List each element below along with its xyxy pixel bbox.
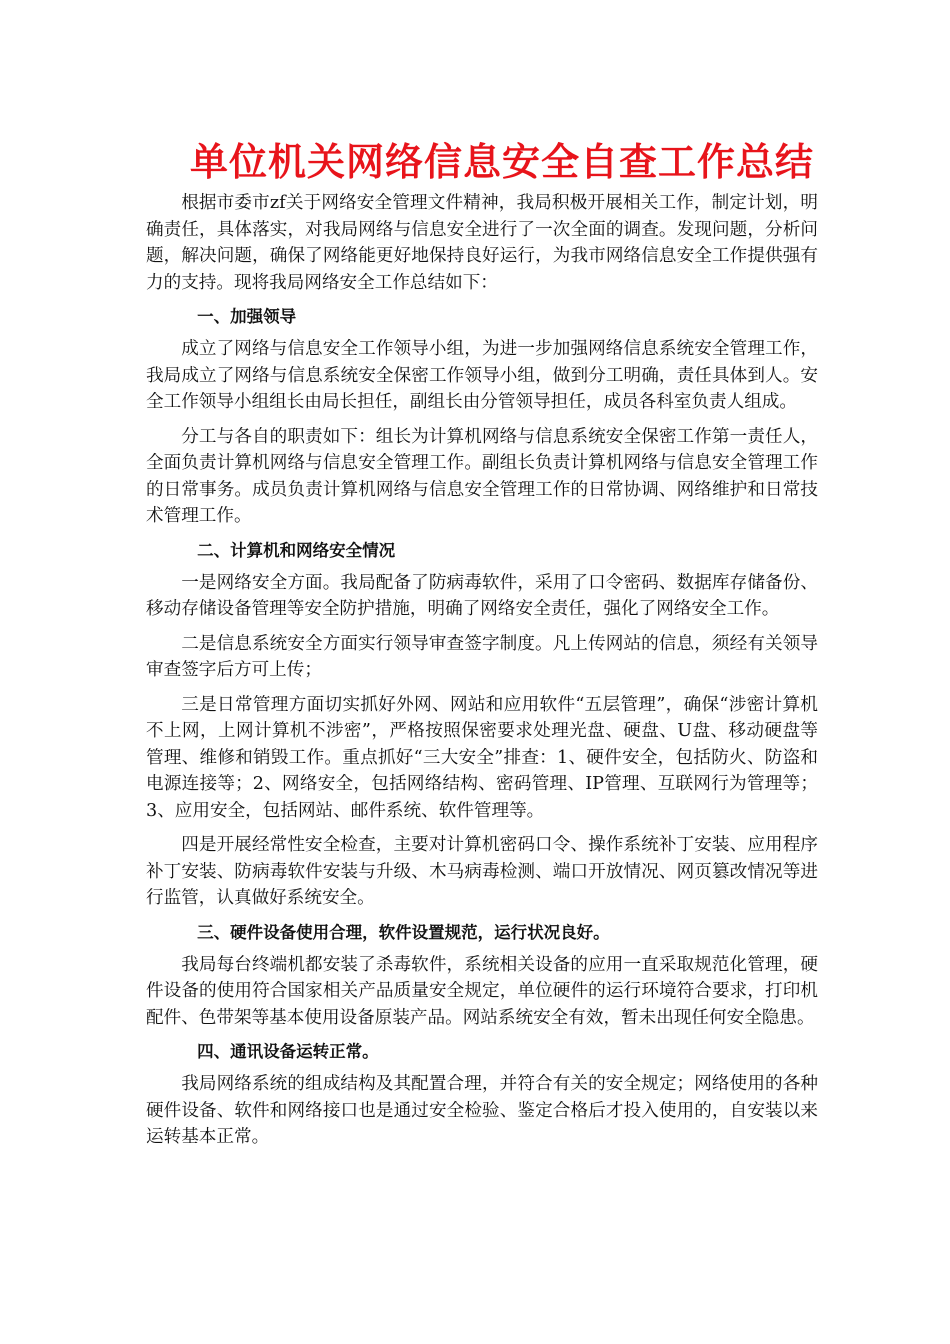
section-paragraph: 分工与各自的职责如下：组长为计算机网络与信息系统安全保密工作第一责任人，全面负责计算机网络与信息安全管理工作。副组长负责计算机网络与信息安全管理工作的日常事务。成员负责计算机网络与信息安全管理工作的日常协调、网络维护和日常技术管理工作。: [146, 426, 818, 526]
section-paragraph: 三是日常管理方面切实抓好外网、网站和应用软件“五层管理”，确保“涉密计算机不上网，上网计算机不涉密”，严格按照保密要求处理光盘、硬盘、U盘、移动硬盘等管理、维修和销毁工作。重点抓好“三大安全”排查：1、硬件安全，包括防火、防盗和电源连接等；2、网络安全，包括网络结构、密码管理、IP管理、互联网行为管理等；3、应用安全，包括网站、邮件系统、软件管理等。: [146, 694, 818, 821]
section-3: [146, 920, 818, 1032]
section-4: [146, 1039, 818, 1151]
section-heading: 四、通讯设备运转正常。: [197, 1042, 379, 1061]
section-1: [146, 304, 818, 530]
section-2: [146, 538, 818, 912]
document-page: [146, 138, 818, 1159]
section-paragraph: 一是网络安全方面。我局配备了防病毒软件，采用了口令密码、数据库存储备份、移动存储设备管理等安全防护措施，明确了网络安全责任，强化了网络安全工作。: [146, 572, 818, 619]
section-heading: 二、计算机和网络安全情况: [197, 540, 396, 560]
section-heading: 三、硬件设备使用合理，软件设置规范，运行状况良好。: [197, 922, 610, 942]
section-paragraph: 成立了网络与信息安全工作领导小组，为进一步加强网络信息系统安全管理工作，我局成立了网络与信息系统安全保密工作领导小组，做到分工明确，责任具体到人。安全工作领导小组组长由局长担任，副组长由分管领导担任，成员各科室负责人组成。: [146, 339, 818, 412]
section-heading: 一、加强领导: [197, 307, 297, 326]
intro-paragraph: 根据市委市zf关于网络安全管理文件精神，我局积极开展相关工作，制定计划，明确责任，具体落实，对我局网络与信息安全进行了一次全面的调查。发现问题，分析问题，解决问题，确保了网络能更好地保持良好运行，为我市网络信息安全工作提供强有力的支持。现将我局网络安全工作总结如下：: [146, 193, 818, 293]
section-paragraph: 四是开展经常性安全检查，主要对计算机密码口令、操作系统补丁安装、应用程序补丁安装、防病毒软件安装与升级、木马病毒检测、端口开放情况、网页篡改情况等进行监管，认真做好系统安全。: [146, 835, 818, 908]
section-paragraph: 二是信息系统安全方面实行领导审查签字制度。凡上传网站的信息，须经有关领导审查签字后方可上传；: [146, 633, 818, 680]
document-title: 单位机关网络信息安全自查工作总结: [189, 140, 814, 184]
section-paragraph: 我局网络系统的组成结构及其配置合理，并符合有关的安全规定；网络使用的各种硬件设备、软件和网络接口也是通过安全检验、鉴定合格后才投入使用的，自安装以来运转基本正常。: [146, 1074, 818, 1147]
section-paragraph: 我局每台终端机都安装了杀毒软件，系统相关设备的应用一直采取规范化管理，硬件设备的使用符合国家相关产品质量安全规定，单位硬件的运行环境符合要求，打印机配件、色带架等基本使用设备原装产品。网站系统安全有效，暂未出现任何安全隐患。: [146, 954, 818, 1028]
